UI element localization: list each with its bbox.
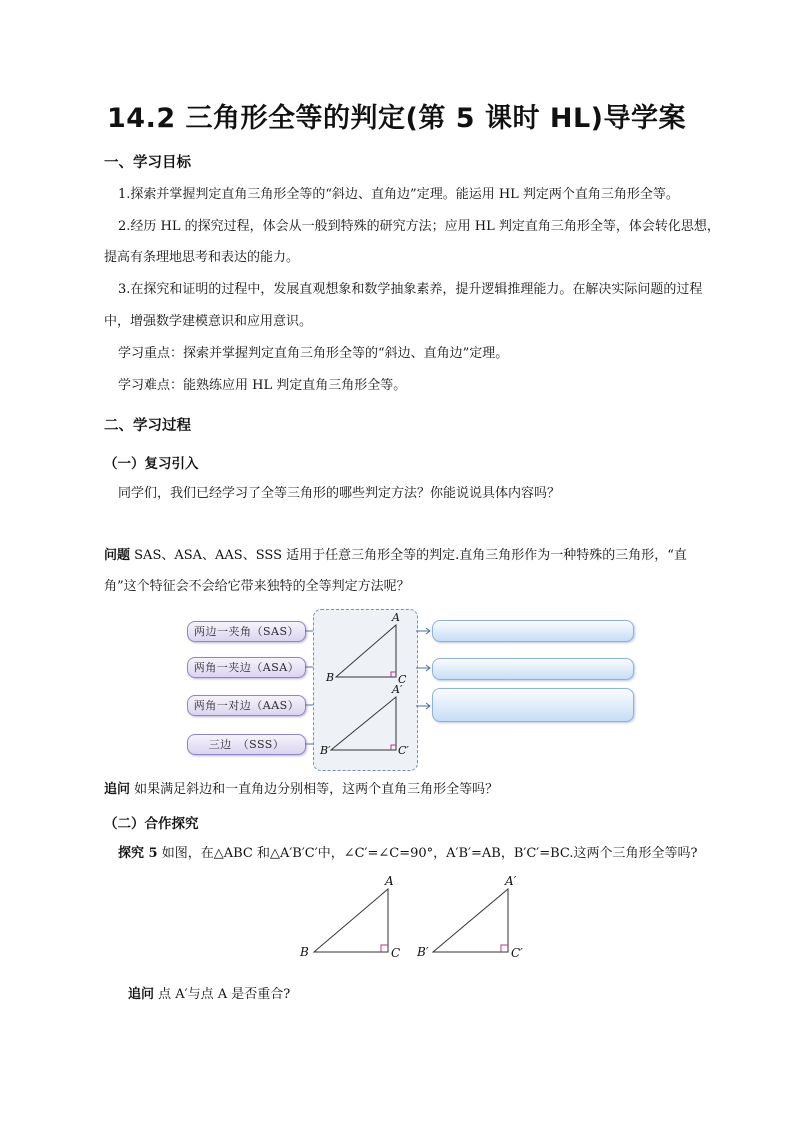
goal-2-line-2: 提高有条理地思考和表达的能力。	[104, 250, 300, 265]
explore-text: 如图，在△ABC 和△A′B′C′中，∠C′=∠C=90°，A′B′=AB，B′C′=BC.这两个三角形全等吗?	[157, 846, 698, 861]
followup2-text: 点 A′与点 A 是否重合?	[154, 987, 291, 1002]
right-angle-mark-c	[381, 945, 388, 952]
right-angle-mark-c-prime-small	[391, 745, 396, 750]
label-c-prime-small: C′	[398, 744, 409, 757]
label-c-prime: C′	[511, 946, 523, 960]
question-text: SAS、ASA、AAS、SSS 适用于任意三角形全等的判定.直角三角形作为一种特殊的三角形，“直	[130, 548, 687, 563]
label-a-small: A	[392, 611, 400, 624]
key-point: 学习重点：探索并掌握判定直角三角形全等的“斜边、直角边”定理。	[118, 346, 509, 361]
section-heading-goals: 一、学习目标	[104, 155, 191, 171]
intro-question: 同学们，我们已经学习了全等三角形的哪些判定方法？你能说说具体内容吗？	[118, 486, 561, 501]
followup2-label: 追问	[128, 987, 155, 1002]
label-a-prime-small: A′	[392, 683, 403, 696]
followup-text: 如果满足斜边和一直角边分别相等，这两个直角三角形全等吗？	[130, 782, 499, 797]
pill-sas: 两边一夹角（SAS）	[187, 621, 306, 642]
label-a: A	[385, 874, 394, 888]
subsection-explore: （二）合作探究	[104, 816, 199, 832]
label-b-small: B	[326, 671, 335, 684]
followup2-line	[128, 984, 290, 1005]
right-angle-mark-c-small	[391, 672, 396, 677]
triangle-abc	[314, 889, 388, 952]
triangle-abc-prime-small	[331, 697, 396, 750]
triangle-abc-small	[336, 625, 396, 677]
subsection-review: （一）复习引入	[104, 456, 199, 472]
label-c: C	[391, 946, 401, 960]
question-line-2: 角”这个特征会不会给它带来独特的全等判定方法呢？	[104, 579, 410, 594]
label-b: B	[300, 945, 309, 959]
followup-line	[104, 779, 498, 800]
followup-label: 追问	[104, 782, 131, 797]
goal-2-line-1: 2.经历 HL 的探究过程，体会从一般到特殊的研究方法；应用 HL 判定直角三角形全等，体会转化思想，	[118, 219, 720, 234]
page-title: 14.2 三角形全等的判定(第 5 课时 HL)导学案	[107, 103, 686, 134]
pill-sss: 三边 （SSS）	[187, 734, 306, 755]
goal-3-line-1: 3.在探究和证明的过程中，发展直观想象和数学抽象素养，提升逻辑推理能力。在解决实际问题的过程	[118, 282, 703, 297]
goal-1: 1.探索并掌握判定直角三角形全等的“斜边、直角边”定理。能运用 HL 判定两个直角三角形全等。	[118, 187, 679, 202]
label-c-small: C	[398, 673, 407, 686]
goal-3-line-2: 中，增强数学建模意识和应用意识。	[104, 314, 313, 329]
question-label: 问题	[104, 548, 131, 563]
label-b-prime-small: B′	[320, 744, 331, 757]
explore-line	[118, 843, 698, 864]
connector-lines	[305, 628, 430, 744]
pill-aas: 两角一对边（AAS）	[187, 695, 306, 716]
triangle-abc-prime	[433, 889, 508, 952]
explore-label: 探究 5	[118, 846, 158, 861]
right-angle-mark-c-prime	[501, 945, 508, 952]
label-b-prime: B′	[417, 945, 429, 959]
section-heading-process: 二、学习过程	[104, 418, 191, 434]
label-a-prime: A′	[505, 874, 517, 888]
pill-asa: 两角一夹边（ASA）	[187, 657, 306, 678]
difficulty: 学习难点：能熟练应用 HL 判定直角三角形全等。	[118, 378, 407, 393]
